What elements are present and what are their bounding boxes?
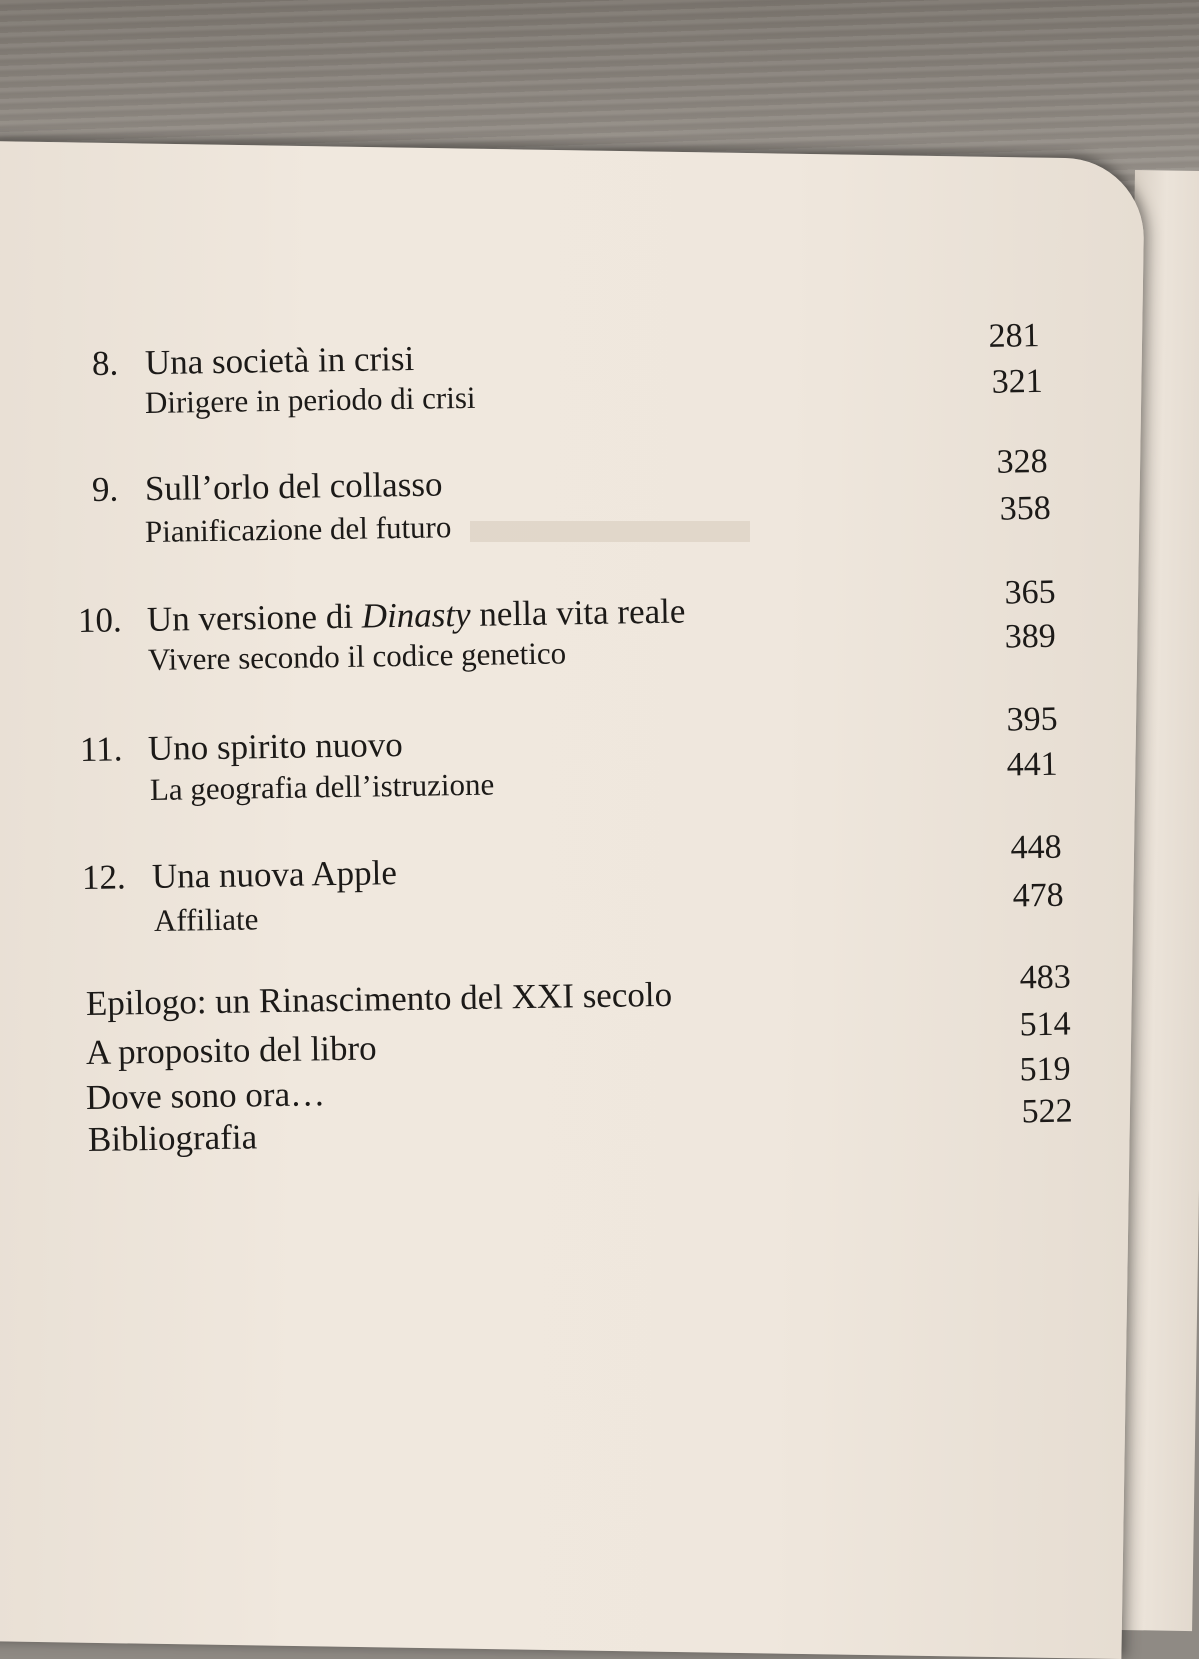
chapter-title-prefix: Un versione di xyxy=(146,596,363,639)
chapter-title: Sull’orlo del collasso xyxy=(144,464,443,509)
chapter-title xyxy=(147,591,686,639)
chapter-number: 10. xyxy=(77,600,123,640)
chapter-number: 8. xyxy=(91,343,119,383)
chapter-page-number: 448 xyxy=(1010,828,1062,867)
section-title: Dirigere in periodo di crisi xyxy=(144,379,476,420)
section-page-number: 358 xyxy=(999,489,1051,528)
chapter-page-number: 281 xyxy=(988,317,1040,355)
chapter-title: Una società in crisi xyxy=(144,338,415,383)
chapter-number: 11. xyxy=(79,729,123,769)
back-matter-title: A proposito del libro xyxy=(85,1028,377,1072)
back-matter-title: Epilogo: un Rinascimento del XXI secolo xyxy=(85,974,673,1023)
chapter-title: Una nuova Apple xyxy=(151,853,398,896)
section-page-number: 321 xyxy=(991,362,1043,401)
back-matter-title: Dove sono ora… xyxy=(85,1074,326,1117)
section-title: Vivere secondo il codice genetico xyxy=(147,635,567,677)
section-title: La geografia dell’istruzione xyxy=(149,766,495,807)
chapter-page-number: 365 xyxy=(1004,573,1056,612)
back-matter-page-number: 519 xyxy=(1019,1050,1071,1089)
section-page-number: 478 xyxy=(1012,876,1064,915)
section-title: Affiliate xyxy=(153,901,259,938)
back-matter-page-number: 514 xyxy=(1019,1005,1071,1044)
chapter-title: Uno spirito nuovo xyxy=(147,724,403,768)
back-matter-page-number: 483 xyxy=(1019,958,1071,997)
section-page-number: 389 xyxy=(1004,617,1056,656)
back-matter-title: Bibliografia xyxy=(87,1117,258,1159)
bleed-through-heading: ▬▬▬▬ xyxy=(470,481,750,558)
chapter-page-number: 328 xyxy=(996,442,1048,481)
chapter-title-italic: Dinasty xyxy=(361,594,471,636)
chapter-number: 9. xyxy=(91,469,119,509)
chapter-number: 12. xyxy=(81,857,127,897)
section-page-number: 441 xyxy=(1006,745,1058,784)
chapter-title-suffix: nella vita reale xyxy=(470,591,686,634)
section-title: Pianificazione del futuro xyxy=(144,509,452,549)
back-matter-page-number: 522 xyxy=(1021,1092,1073,1131)
chapter-page-number: 395 xyxy=(1006,700,1058,739)
